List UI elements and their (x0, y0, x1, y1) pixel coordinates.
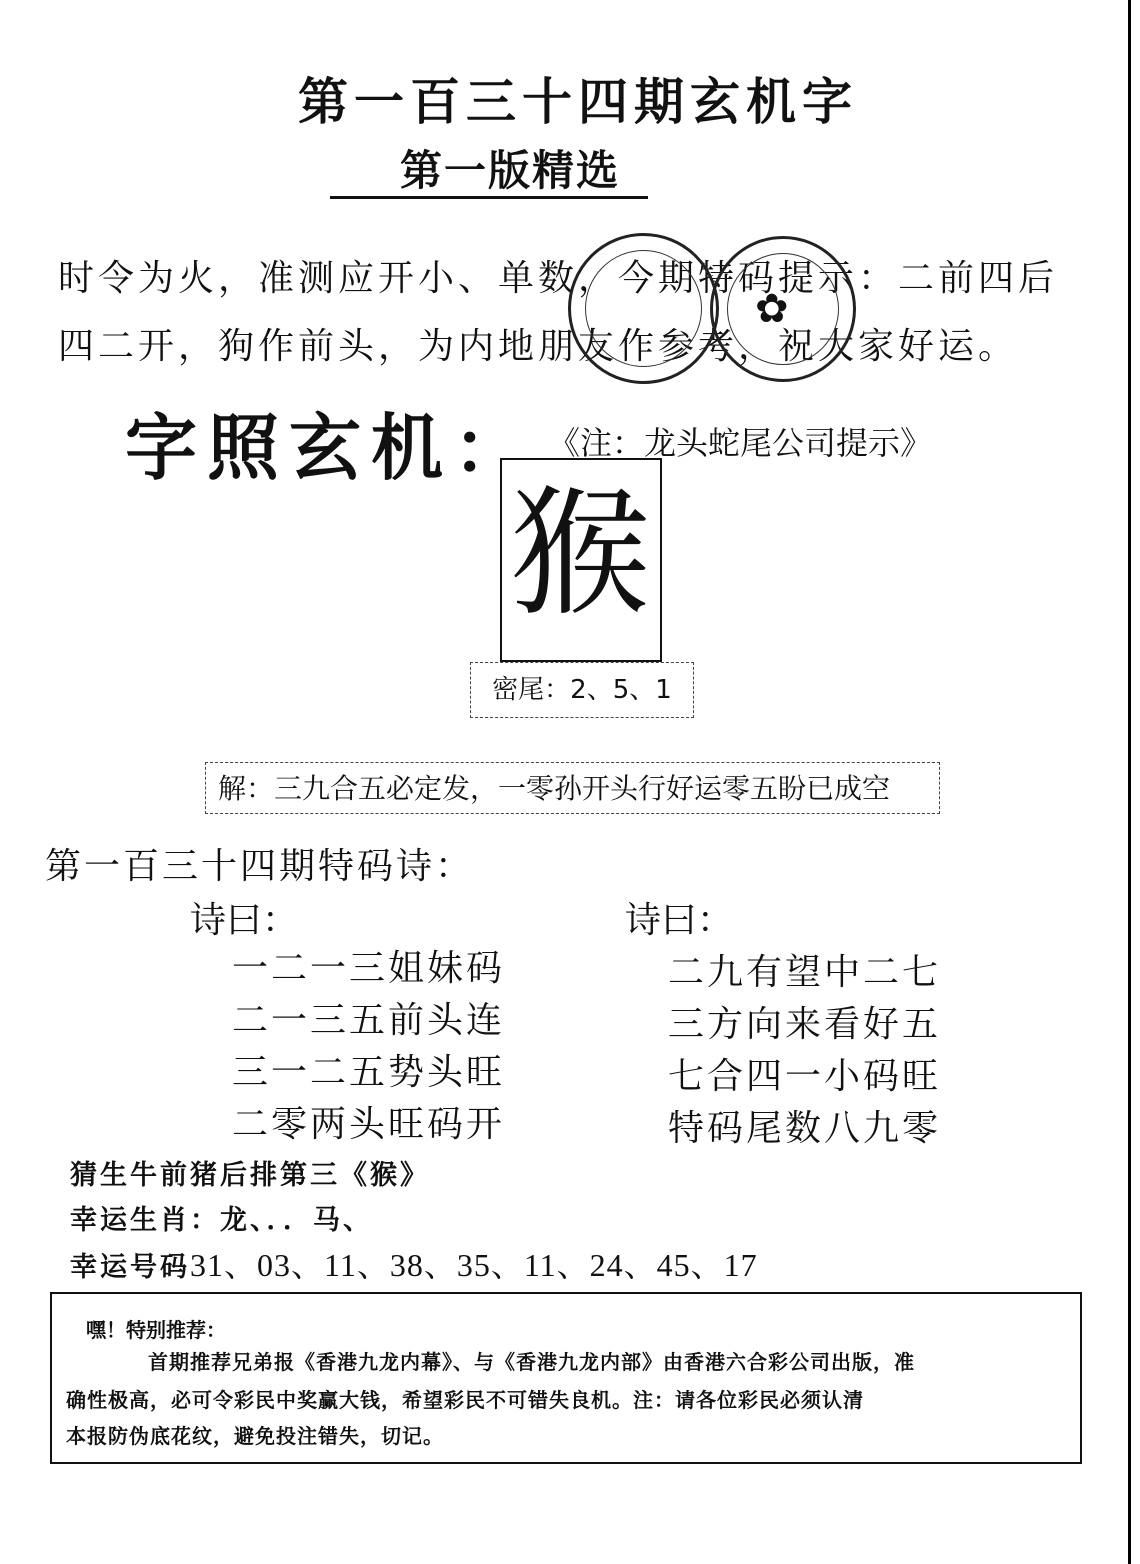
riddle-explanation: 解：三九合五必定发，一零孙开头行好运零五盼已成空 (205, 762, 940, 814)
poem-right-line: 三方向来看好五 (668, 1004, 942, 1045)
poem-left-label: 诗曰： (190, 900, 299, 941)
poem-left-line: 二一三五前头连 (232, 1000, 506, 1041)
lucky-zodiac-value: 龙、．．马、 (220, 1205, 373, 1236)
lucky-numbers-value: 31、03、11、38、35、11、24、45、17 (190, 1247, 758, 1283)
intro-line-2: 四二开，狗作前头，为内地朋友作参考，祝大家好运。 (58, 326, 1019, 367)
scan-edge-line (1128, 0, 1131, 1564)
poem-right-line: 二九有望中二七 (668, 952, 942, 993)
poem-left-line: 一二一三姐妹码 (232, 948, 506, 989)
riddle-note: 《注：龙头蛇尾公司提示》 (548, 424, 933, 462)
poem-right-label: 诗曰： (625, 900, 734, 941)
notice-line: 首期推荐兄弟报《香港九龙内幕》、与《香港九龙内部》由香港六合彩公司出版，准 (148, 1350, 915, 1374)
notice-head: 嘿！特别推荐： (86, 1318, 226, 1342)
page-subtitle: 第一版精选 (400, 146, 621, 195)
poem-title: 第一百三十四期特码诗： (45, 846, 475, 887)
lucky-zodiac-line (70, 1198, 373, 1237)
lucky-zodiac-label: 幸运生肖： (70, 1205, 220, 1236)
lucky-numbers-label: 幸运号码 (70, 1252, 190, 1283)
riddle-character: 猴 (510, 473, 651, 636)
lucky-numbers-line (70, 1240, 758, 1286)
subtitle-underline (330, 196, 648, 199)
guess-line: 猜生牛前猪后排第三《猴》 (70, 1160, 430, 1191)
notice-box (50, 1292, 1082, 1464)
stamp-seal-flower-icon: ✿ (710, 236, 856, 382)
notice-line: 确性极高，必可令彩民中奖赢大钱，希望彩民不可错失良机。注：请各位彩民必须认清 (66, 1388, 864, 1412)
notice-line: 本报防伪底花纹，避免投注错失，切记。 (66, 1424, 444, 1448)
poem-left-line: 三一二五势头旺 (232, 1052, 506, 1093)
poem-right-line: 七合四一小码旺 (668, 1056, 942, 1097)
intro-line-1: 时令为火，准测应开小、单数，今期特码提示：二前四后 (58, 258, 1059, 299)
page-title: 第一百三十四期玄机字 (298, 73, 858, 131)
riddle-character-box (500, 458, 662, 662)
riddle-heading: 字照玄机： (125, 406, 536, 490)
poem-right-line: 特码尾数八九零 (668, 1108, 942, 1149)
stamp-seal-icon (568, 233, 719, 384)
poem-left-line: 二零两头旺码开 (232, 1104, 506, 1145)
riddle-tail-numbers: 密尾：2、5、1 (470, 662, 694, 718)
